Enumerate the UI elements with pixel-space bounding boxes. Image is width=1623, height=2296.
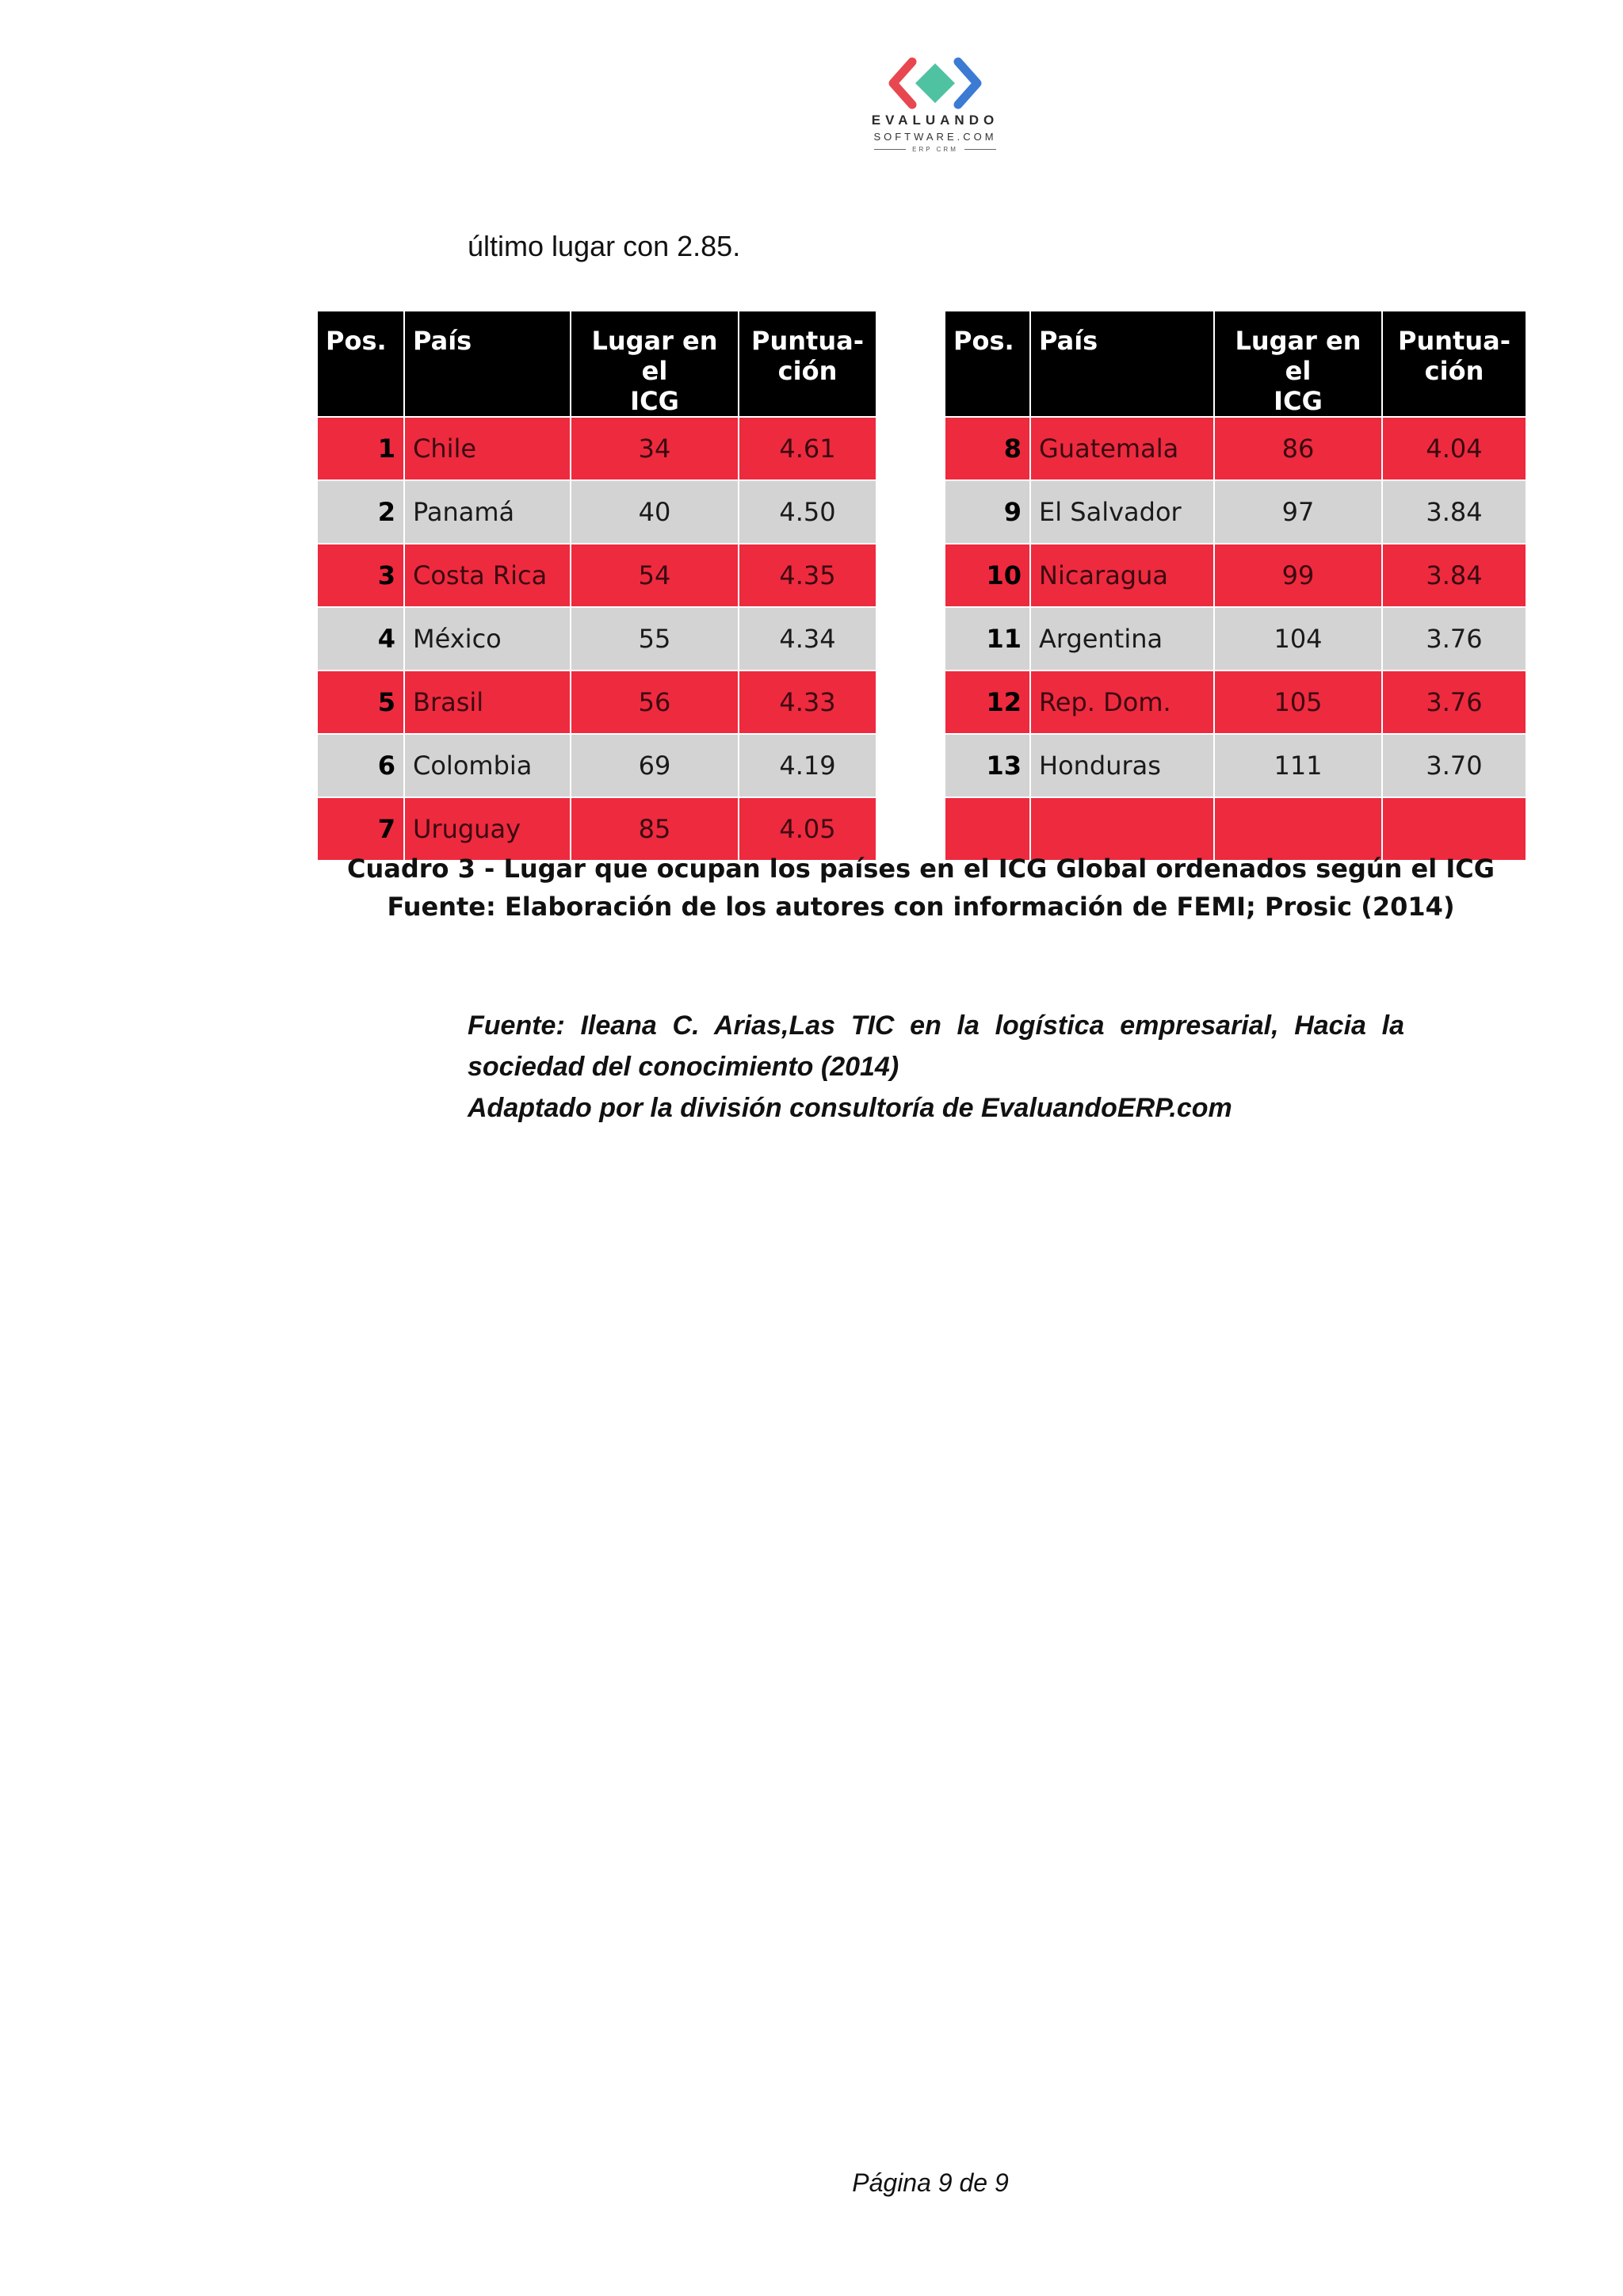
header-pais: País [1030,311,1214,417]
cell-puntuacion: 4.35 [739,544,876,607]
table-header-row [945,311,1526,417]
cell-pais: Nicaragua [1030,544,1214,607]
cell-pos: 13 [945,734,1030,797]
cell-pos: 3 [317,544,404,607]
cell-pos: 2 [317,480,404,544]
cell-puntuacion: 4.34 [739,607,876,670]
icg-table-left [316,310,877,861]
table-row [317,607,876,670]
table-caption [316,850,1526,926]
caption-source: Fuente: Elaboración de los autores con información de FEMI; Prosic (2014) [387,892,1455,922]
table-row [945,607,1526,670]
cell-lugar: 97 [1214,480,1382,544]
cell-pos: 12 [945,670,1030,734]
cell-pais: Guatemala [1030,417,1214,480]
cell-pais: Honduras [1030,734,1214,797]
logo-tag [856,146,1014,153]
cell-puntuacion: 4.33 [739,670,876,734]
icg-table-right [944,310,1527,861]
header-lugar: Lugar en el ICG [1214,311,1382,417]
cell-pais: Costa Rica [404,544,571,607]
cell-lugar: 56 [571,670,739,734]
cell-lugar: 104 [1214,607,1382,670]
cell-puntuacion: 3.84 [1382,480,1526,544]
cell-puntuacion: 3.84 [1382,544,1526,607]
cell-pos: 7 [317,797,404,861]
table-row [945,544,1526,607]
cell-puntuacion: 4.19 [739,734,876,797]
cell-puntuacion: 3.76 [1382,670,1526,734]
table-row [317,670,876,734]
table-row [317,417,876,480]
cell-puntuacion: 4.50 [739,480,876,544]
cell-lugar: 55 [571,607,739,670]
table-header-row [317,311,876,417]
cell-puntuacion: 3.76 [1382,607,1526,670]
cell-puntuacion: 4.05 [739,797,876,861]
cell-lugar: 54 [571,544,739,607]
table-row [945,480,1526,544]
logo-brand-text: EVALUANDO [871,113,999,128]
table-row [945,670,1526,734]
table-row [317,480,876,544]
cell-puntuacion: 3.70 [1382,734,1526,797]
cell-pos: 8 [945,417,1030,480]
cell-pos: 5 [317,670,404,734]
cell-lugar: 69 [571,734,739,797]
cell-pos: 1 [317,417,404,480]
cell-pos: 4 [317,607,404,670]
cell-lugar: 86 [1214,417,1382,480]
table-row [317,544,876,607]
page-number: Página 9 de 9 [852,2168,1009,2197]
cell-pais: Argentina [1030,607,1214,670]
header-lugar: Lugar en el ICG [571,311,739,417]
cell-lugar: 99 [1214,544,1382,607]
cell-pos: 11 [945,607,1030,670]
table-row [317,734,876,797]
cell-pais: Uruguay [404,797,571,861]
diamond-logo-icon [884,55,987,111]
logo-tag-text: ERP CRM [912,146,958,153]
cell-lugar: 34 [571,417,739,480]
intro-text: último lugar con 2.85. [468,230,741,262]
table-row [945,417,1526,480]
cell-pais: Panamá [404,480,571,544]
header-pais: País [404,311,571,417]
cell-pos: 9 [945,480,1030,544]
header-pos: Pos. [317,311,404,417]
cell-pais: Rep. Dom. [1030,670,1214,734]
cell-pos: 10 [945,544,1030,607]
cell-puntuacion: 4.61 [739,417,876,480]
cell-pais: México [404,607,571,670]
evaluando-logo [856,55,1014,174]
logo-sub-text: SOFTWARE.COM [873,131,997,143]
caption-title: Cuadro 3 - Lugar que ocupan los países en el ICG Global ordenados según el ICG [346,854,1495,884]
cell-lugar: 111 [1214,734,1382,797]
source-adaptation: Adaptado por la división consultoría de EvaluandoERP.com [468,1093,1232,1123]
cell-lugar: 85 [571,797,739,861]
cell-lugar: 105 [1214,670,1382,734]
cell-pais: Colombia [404,734,571,797]
table-row [945,734,1526,797]
cell-lugar: 40 [571,480,739,544]
cell-pos: 6 [317,734,404,797]
source-citation: Fuente: Ileana C. Arias,Las TIC en la logística empresarial, Hacia la sociedad del conocimiento (2014) [468,1010,1404,1082]
header-puntuacion: Puntua- ción [1382,311,1526,417]
header-puntuacion: Puntua- ción [739,311,876,417]
cell-puntuacion: 4.04 [1382,417,1526,480]
cell-pais: Chile [404,417,571,480]
cell-pais: Brasil [404,670,571,734]
source-note [468,1005,1404,1129]
cell-pais: El Salvador [1030,480,1214,544]
icg-tables [316,310,1526,852]
header-pos: Pos. [945,311,1030,417]
